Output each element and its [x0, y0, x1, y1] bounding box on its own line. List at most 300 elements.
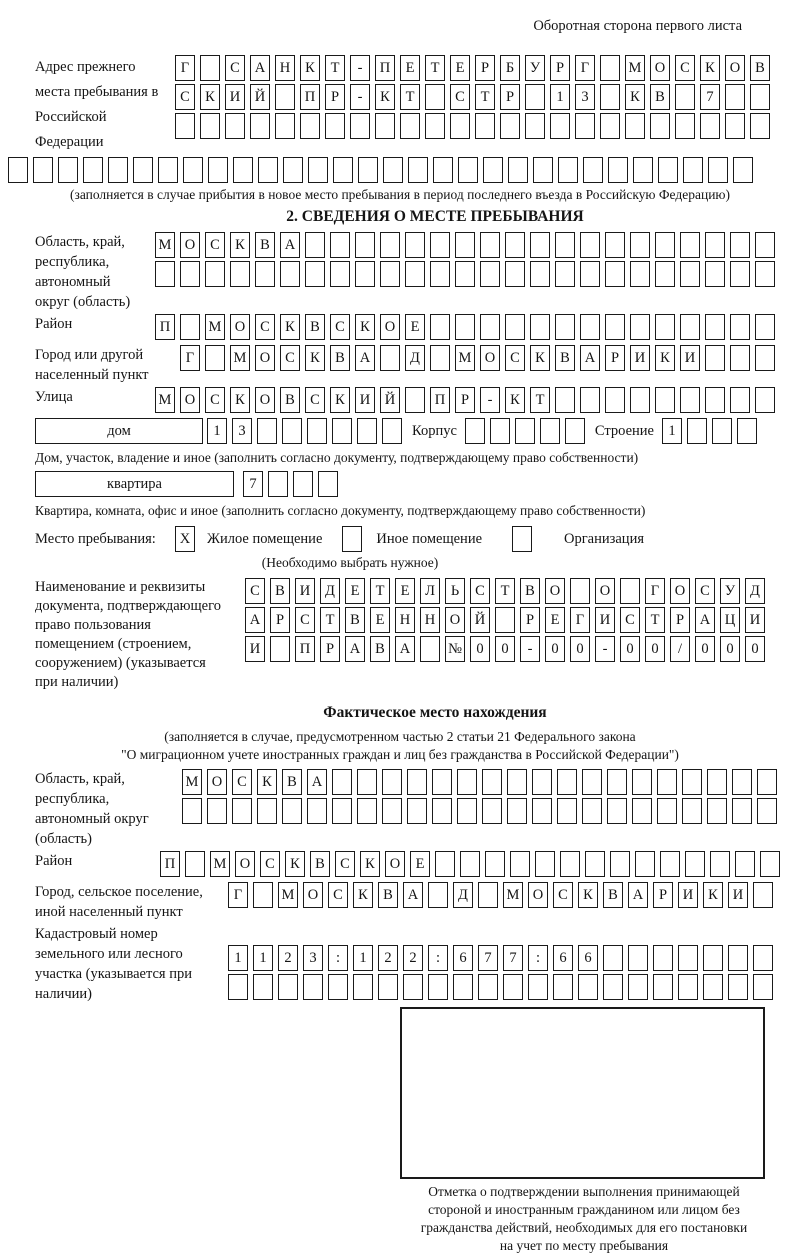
char-cell	[83, 157, 103, 183]
char-cell: Й	[250, 84, 270, 110]
char-cell: Й	[470, 607, 490, 633]
char-cell: Д	[320, 578, 340, 604]
char-cell	[725, 84, 745, 110]
choose-note: (Необходимо выбрать нужное)	[261, 555, 439, 570]
char-cell	[753, 945, 773, 971]
char-cell	[500, 113, 520, 139]
char-cell	[158, 157, 178, 183]
char-cell: Т	[645, 607, 665, 633]
char-cell	[425, 84, 445, 110]
document-label: Наименование и реквизиты документа, подтверждающего право пользования помещением (строением, сооружением) (указывается при наличии)	[35, 579, 221, 690]
prev-address-field	[35, 55, 800, 155]
prev-address-caption: (заполняется в случае прибытия в новое место пребывания в период последнего въезда в Российскую Федерацию)	[69, 187, 731, 202]
char-cell: :	[328, 945, 348, 971]
char-cell	[628, 974, 648, 1000]
char-cell	[230, 261, 250, 287]
apartment-cells	[243, 471, 338, 497]
char-cell	[435, 851, 455, 877]
char-cell: В	[520, 578, 540, 604]
char-cell	[510, 851, 530, 877]
char-cell: С	[553, 882, 573, 908]
char-cell: К	[700, 55, 720, 81]
char-cell: 6	[453, 945, 473, 971]
region-label: Область, край, республика, автономный округ (область)	[35, 234, 131, 310]
char-cell: Б	[500, 55, 520, 81]
char-cell	[357, 798, 377, 824]
char-cell	[8, 157, 28, 183]
char-cell: К	[360, 851, 380, 877]
char-cell: К	[353, 882, 373, 908]
char-cell: 0	[645, 636, 665, 662]
char-cell	[330, 232, 350, 258]
char-cell: С	[280, 345, 300, 371]
house-type-box: дом	[35, 418, 203, 444]
char-cell	[555, 314, 575, 340]
char-cell: К	[257, 769, 277, 795]
char-cell	[625, 113, 645, 139]
char-cell: Ь	[445, 578, 465, 604]
char-cell: О	[380, 314, 400, 340]
char-cell: И	[678, 882, 698, 908]
char-cell	[530, 232, 550, 258]
char-cell	[458, 157, 478, 183]
district-label: Район	[35, 316, 73, 332]
char-cell	[257, 798, 277, 824]
char-cell: И	[680, 345, 700, 371]
char-cell: Р	[325, 84, 345, 110]
char-cell: В	[270, 578, 290, 604]
char-cell: М	[182, 769, 202, 795]
char-cell: С	[245, 578, 265, 604]
char-cell: В	[282, 769, 302, 795]
char-cell: Р	[550, 55, 570, 81]
char-cell	[730, 261, 750, 287]
char-cell: О	[180, 232, 200, 258]
char-cell	[33, 157, 53, 183]
char-cell: С	[675, 55, 695, 81]
char-cell: Р	[320, 636, 340, 662]
char-cell	[405, 232, 425, 258]
char-cell	[570, 578, 590, 604]
char-cell	[250, 113, 270, 139]
char-cell: П	[160, 851, 180, 877]
char-cell	[630, 314, 650, 340]
char-cell	[480, 314, 500, 340]
char-cell	[712, 418, 732, 444]
char-cell: -	[595, 636, 615, 662]
region-row-1	[155, 232, 775, 258]
char-cell	[555, 232, 575, 258]
char-cell: О	[480, 345, 500, 371]
char-cell	[580, 232, 600, 258]
char-cell: В	[280, 387, 300, 413]
char-cell	[325, 113, 345, 139]
actual-district-label: Район	[35, 853, 73, 869]
char-cell	[275, 113, 295, 139]
char-cell	[257, 418, 277, 444]
char-cell	[755, 387, 775, 413]
char-cell: Т	[495, 578, 515, 604]
actual-city-label: Город, сельское поселение, иной населенный пункт	[35, 884, 203, 920]
cadastral-row-1	[228, 945, 773, 971]
char-cell: С	[620, 607, 640, 633]
region-field	[35, 232, 800, 312]
char-cell	[485, 851, 505, 877]
char-cell: О	[670, 578, 690, 604]
char-cell: И	[295, 578, 315, 604]
actual-region-row-2	[182, 798, 777, 824]
char-cell: Г	[645, 578, 665, 604]
char-cell	[707, 798, 727, 824]
char-cell: Г	[180, 345, 200, 371]
char-cell	[703, 974, 723, 1000]
char-cell	[408, 157, 428, 183]
char-cell: Д	[745, 578, 765, 604]
char-cell: Р	[520, 607, 540, 633]
char-cell: К	[305, 345, 325, 371]
char-cell	[557, 769, 577, 795]
prev-address-row-1	[175, 55, 770, 81]
char-cell: 0	[720, 636, 740, 662]
char-cell	[605, 314, 625, 340]
char-cell	[600, 84, 620, 110]
stamp-caption-line-3: гражданства действий, необходимых для его постановки	[420, 1220, 748, 1235]
char-cell	[407, 798, 427, 824]
char-cell: О	[255, 387, 275, 413]
char-cell	[560, 851, 580, 877]
char-cell	[208, 157, 228, 183]
char-cell	[635, 851, 655, 877]
char-cell	[383, 157, 403, 183]
char-cell: Д	[405, 345, 425, 371]
char-cell	[735, 851, 755, 877]
char-cell: 2	[378, 945, 398, 971]
char-cell: 0	[570, 636, 590, 662]
actual-location-caption-2: "О миграционном учете иностранных граждан и лиц без гражданства в Российской Федерации")	[121, 747, 679, 762]
checkbox-residential: X	[175, 526, 195, 552]
char-cell: Д	[453, 882, 473, 908]
char-cell: М	[455, 345, 475, 371]
house-caption: Дом, участок, владение и иное (заполнить согласно документу, подтверждающему право собственности)	[35, 450, 639, 465]
char-cell: Н	[395, 607, 415, 633]
char-cell: В	[330, 345, 350, 371]
char-cell	[185, 851, 205, 877]
char-cell	[525, 84, 545, 110]
char-cell	[282, 418, 302, 444]
char-cell	[505, 232, 525, 258]
char-cell	[180, 314, 200, 340]
char-cell	[682, 769, 702, 795]
char-cell: -	[350, 55, 370, 81]
char-cell	[750, 84, 770, 110]
char-cell	[482, 798, 502, 824]
char-cell: Н	[420, 607, 440, 633]
char-cell: В	[255, 232, 275, 258]
char-cell	[430, 232, 450, 258]
char-cell	[355, 232, 375, 258]
char-cell: А	[355, 345, 375, 371]
char-cell	[428, 882, 448, 908]
char-cell: К	[655, 345, 675, 371]
char-cell: С	[470, 578, 490, 604]
char-cell	[682, 798, 702, 824]
char-cell	[555, 261, 575, 287]
char-cell	[607, 798, 627, 824]
char-cell: 3	[303, 945, 323, 971]
stamp-caption-line-2: стороной и иностранным гражданином или лицом без	[428, 1202, 740, 1217]
char-cell: В	[555, 345, 575, 371]
char-cell: О	[725, 55, 745, 81]
char-cell	[600, 55, 620, 81]
char-cell	[480, 261, 500, 287]
char-cell	[607, 769, 627, 795]
char-cell	[403, 974, 423, 1000]
checkbox-organization	[512, 526, 532, 552]
house-row	[35, 418, 800, 447]
char-cell: :	[528, 945, 548, 971]
char-cell	[755, 232, 775, 258]
char-cell: К	[530, 345, 550, 371]
char-cell: И	[728, 882, 748, 908]
char-cell: Т	[530, 387, 550, 413]
char-cell	[657, 769, 677, 795]
char-cell: П	[430, 387, 450, 413]
char-cell: 7	[243, 471, 263, 497]
header-note: Оборотная сторона первого листа	[533, 18, 742, 34]
char-cell: К	[230, 232, 250, 258]
char-cell: О	[235, 851, 255, 877]
char-cell: 6	[578, 945, 598, 971]
char-cell: 1	[550, 84, 570, 110]
char-cell: №	[445, 636, 465, 662]
char-cell	[505, 261, 525, 287]
char-cell	[700, 113, 720, 139]
char-cell: 0	[745, 636, 765, 662]
char-cell	[428, 974, 448, 1000]
char-cell	[420, 636, 440, 662]
actual-district-row	[160, 851, 780, 877]
char-cell	[380, 261, 400, 287]
char-cell	[407, 769, 427, 795]
char-cell: Г	[228, 882, 248, 908]
region-row-2	[155, 261, 775, 287]
char-cell	[432, 769, 452, 795]
char-cell: О	[207, 769, 227, 795]
char-cell: 7	[700, 84, 720, 110]
char-cell: И	[745, 607, 765, 633]
char-cell	[183, 157, 203, 183]
street-row	[155, 387, 775, 413]
char-cell	[318, 471, 338, 497]
char-cell	[653, 974, 673, 1000]
char-cell	[490, 418, 510, 444]
char-cell	[133, 157, 153, 183]
char-cell: И	[245, 636, 265, 662]
char-cell	[707, 769, 727, 795]
char-cell	[705, 314, 725, 340]
char-cell	[603, 945, 623, 971]
char-cell: О	[303, 882, 323, 908]
char-cell	[755, 261, 775, 287]
char-cell: В	[345, 607, 365, 633]
char-cell	[205, 345, 225, 371]
document-row-1	[245, 578, 765, 604]
char-cell: Е	[395, 578, 415, 604]
char-cell: М	[155, 232, 175, 258]
char-cell	[228, 974, 248, 1000]
char-cell: С	[205, 232, 225, 258]
char-cell: В	[310, 851, 330, 877]
char-cell: В	[370, 636, 390, 662]
char-cell: О	[528, 882, 548, 908]
char-cell	[678, 974, 698, 1000]
char-cell: В	[603, 882, 623, 908]
char-cell: С	[225, 55, 245, 81]
char-cell: С	[260, 851, 280, 877]
char-cell: Р	[455, 387, 475, 413]
char-cell	[582, 769, 602, 795]
char-cell	[515, 418, 535, 444]
char-cell	[450, 113, 470, 139]
char-cell	[550, 113, 570, 139]
char-cell: 0	[545, 636, 565, 662]
char-cell: С	[695, 578, 715, 604]
section2-title: 2. СВЕДЕНИЯ О МЕСТЕ ПРЕБЫВАНИЯ	[286, 208, 584, 225]
char-cell: А	[307, 769, 327, 795]
char-cell	[755, 345, 775, 371]
actual-district-field	[35, 851, 800, 880]
char-cell: К	[285, 851, 305, 877]
char-cell	[232, 798, 252, 824]
char-cell: Е	[345, 578, 365, 604]
actual-region-field	[35, 769, 800, 849]
char-cell	[728, 974, 748, 1000]
char-cell: 0	[470, 636, 490, 662]
char-cell	[608, 157, 628, 183]
prev-address-overflow-row	[8, 157, 800, 183]
char-cell: А	[280, 232, 300, 258]
char-cell	[730, 314, 750, 340]
stroenie-cells	[662, 418, 757, 444]
char-cell	[632, 798, 652, 824]
char-cell	[655, 314, 675, 340]
char-cell	[175, 113, 195, 139]
char-cell	[633, 157, 653, 183]
char-cell	[575, 113, 595, 139]
char-cell: 3	[575, 84, 595, 110]
actual-city-row	[228, 882, 773, 908]
char-cell: Т	[425, 55, 445, 81]
char-cell	[678, 945, 698, 971]
actual-location-captions	[35, 728, 800, 764]
apartment-row	[35, 471, 800, 500]
char-cell	[528, 974, 548, 1000]
char-cell: Р	[475, 55, 495, 81]
char-cell: О	[595, 578, 615, 604]
stamp-caption-line-1: Отметка о подтверждении выполнения принимающей	[428, 1184, 740, 1199]
char-cell: Ц	[720, 607, 740, 633]
char-cell: Е	[410, 851, 430, 877]
korpus-label: Корпус	[412, 423, 457, 439]
char-cell: Р	[270, 607, 290, 633]
char-cell	[425, 113, 445, 139]
char-cell	[225, 113, 245, 139]
char-cell: С	[205, 387, 225, 413]
char-cell: У	[525, 55, 545, 81]
char-cell	[293, 471, 313, 497]
char-cell: П	[295, 636, 315, 662]
char-cell: А	[403, 882, 423, 908]
char-cell	[268, 471, 288, 497]
confirmation-stamp-box	[400, 1007, 765, 1179]
char-cell: А	[250, 55, 270, 81]
actual-location-title: Фактическое место нахождения	[323, 704, 547, 721]
char-cell	[350, 113, 370, 139]
char-cell: М	[230, 345, 250, 371]
char-cell: 3	[232, 418, 252, 444]
cadastral-field	[35, 924, 800, 1004]
char-cell	[307, 418, 327, 444]
char-cell: К	[505, 387, 525, 413]
char-cell	[632, 769, 652, 795]
char-cell	[755, 314, 775, 340]
char-cell	[375, 113, 395, 139]
char-cell: С	[328, 882, 348, 908]
char-cell	[357, 769, 377, 795]
char-cell	[585, 851, 605, 877]
char-cell	[655, 387, 675, 413]
char-cell	[580, 314, 600, 340]
char-cell	[430, 314, 450, 340]
char-cell: А	[345, 636, 365, 662]
option-organization-label: Организация	[564, 530, 644, 547]
char-cell: 0	[620, 636, 640, 662]
char-cell: 7	[503, 945, 523, 971]
char-cell: И	[630, 345, 650, 371]
char-cell: С	[335, 851, 355, 877]
char-cell	[507, 798, 527, 824]
char-cell	[685, 851, 705, 877]
char-cell	[565, 418, 585, 444]
char-cell	[483, 157, 503, 183]
char-cell	[495, 607, 515, 633]
char-cell	[732, 798, 752, 824]
char-cell	[233, 157, 253, 183]
char-cell	[705, 387, 725, 413]
char-cell	[703, 945, 723, 971]
char-cell	[355, 261, 375, 287]
street-label: Улица	[35, 389, 73, 405]
char-cell	[555, 387, 575, 413]
char-cell	[303, 974, 323, 1000]
char-cell: М	[155, 387, 175, 413]
char-cell	[480, 232, 500, 258]
char-cell	[558, 157, 578, 183]
char-cell	[705, 261, 725, 287]
char-cell	[460, 851, 480, 877]
char-cell	[283, 157, 303, 183]
char-cell	[655, 261, 675, 287]
char-cell	[532, 798, 552, 824]
house-number-cells	[207, 418, 402, 444]
char-cell: С	[232, 769, 252, 795]
prev-address-label: Адрес прежнего места пребывания в Российской Федерации	[35, 59, 159, 150]
char-cell	[282, 798, 302, 824]
char-cell	[180, 261, 200, 287]
char-cell	[620, 578, 640, 604]
char-cell	[382, 798, 402, 824]
apartment-caption: Квартира, комната, офис и иное (заполнить согласно документу, подтверждающему право собственности)	[35, 503, 646, 518]
